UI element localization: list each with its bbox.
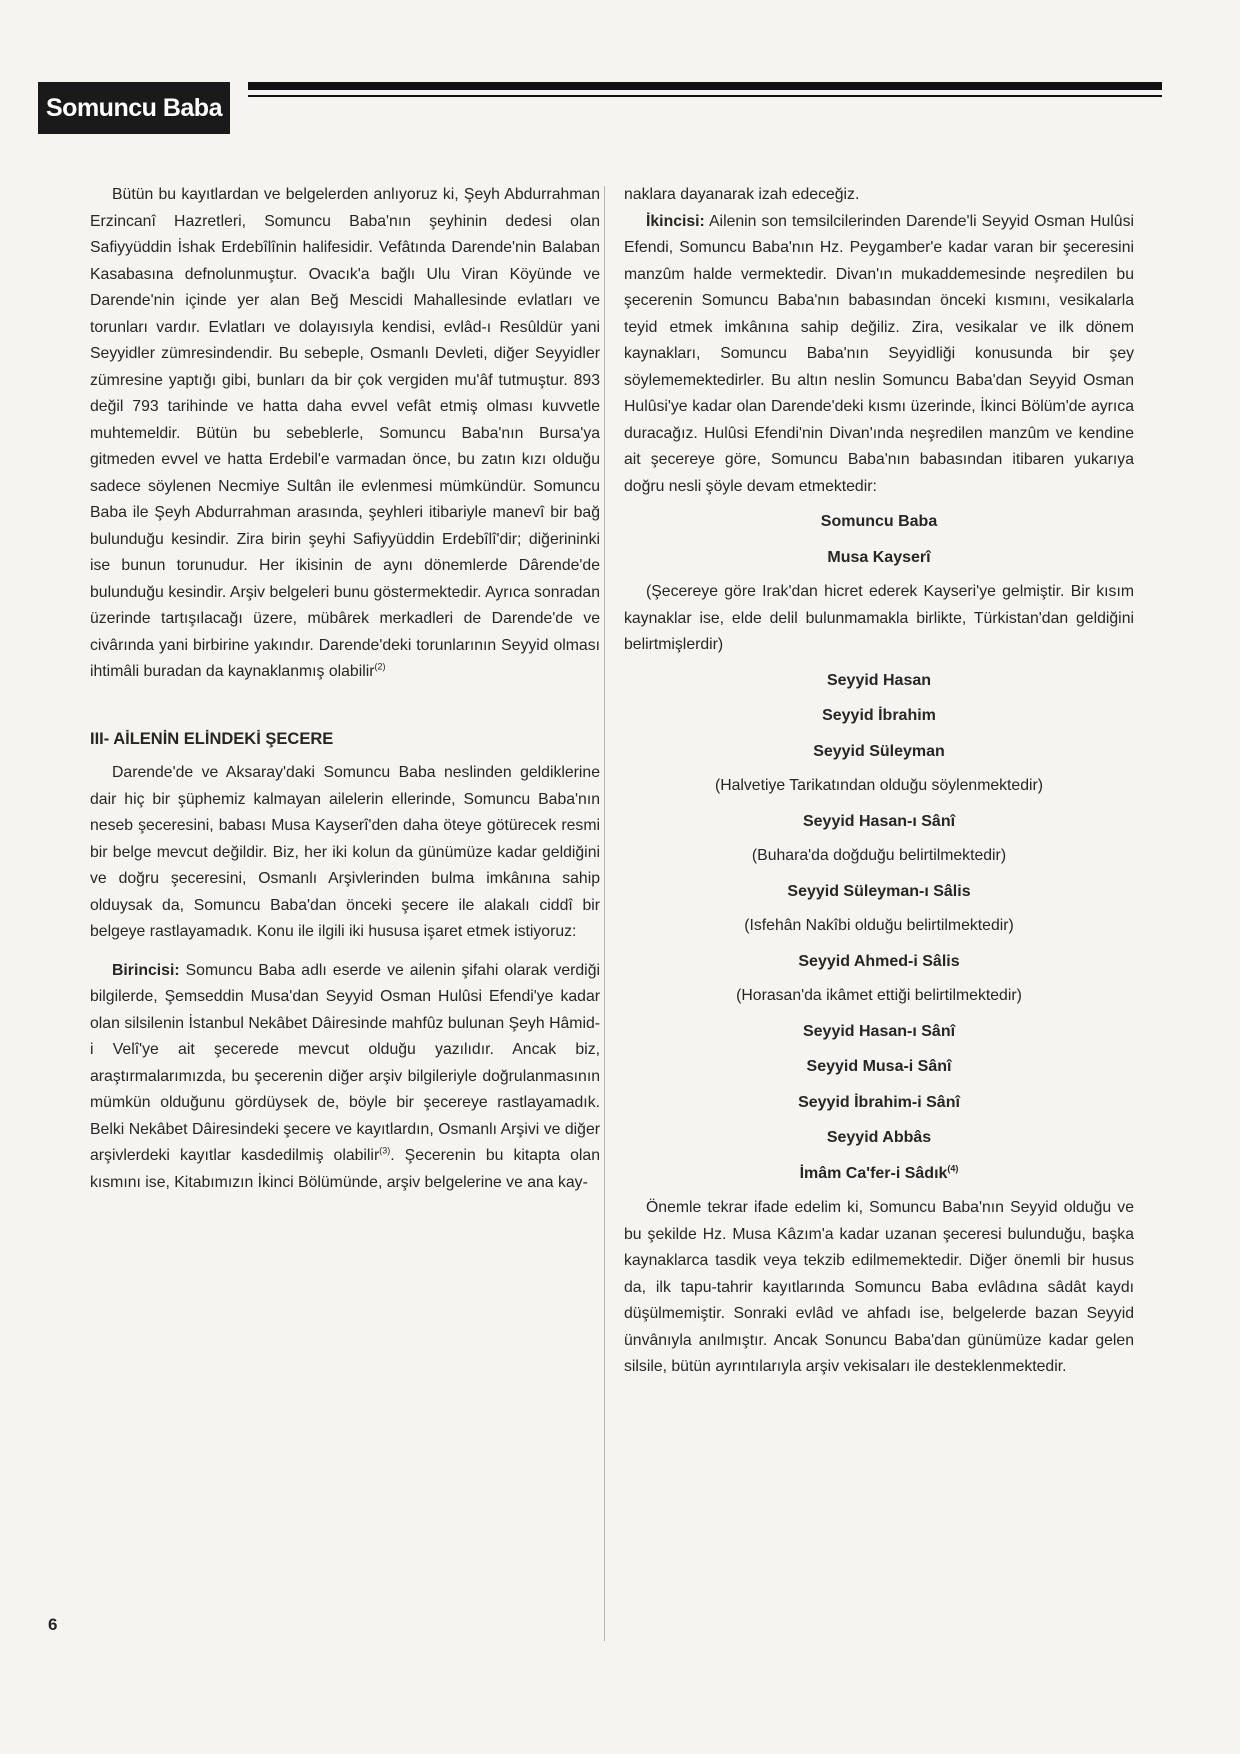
paragraph-1-text: Bütün bu kayıtlardan ve belgelerden anlıyoruz ki, Şeyh Abdurrahman Erzincanî Hazretleri, Somuncu Baba'nın şeyhinin dedesi olan Safiyyüddin İshak Erdebîlînin halifesidir. Vefâtında Darende'nin Balaban Kasabasına defnolunmuştur. Ovacık'a bağlı Ulu Viran Köyünde ve Darende'nin içinde yer alan Beğ Mescidi Mahallesinde evlatları ve torunları vardır. Evlatları ve dolayısıyla kendisi, evlâd-ı Resûldür yani Seyyidler zümresindendir. Bu sebeple, Osmanlı Devleti, diğer Seyyidler zümresine yaptığı gibi, bunları da bir çok vergiden mu'âf tutmuştur. 893 değil 793 tarihinde ve hatta daha evvel vefât etmiş olması kuvvetle muhtemeldir. Bütün bu sebeblerle, Somuncu Baba'nın Bursa'ya gitmeden evvel ve hatta Erdebil'e varmadan önce, bu zatın kızı olduğu sadece söylenen Necmiye Sultân ile evlenmesi mümkündür. Somuncu Baba ile Şeyh Abdurrahman arasında, şeyhleri itibariyle manevî bir bağ bulunduğu kesindir. Zira birin şeyhi Safiyyüddin Erdebîlî'dir; diğerininki ise bunun torunudur. Her ikisinin de aynı dönemlerde Dârende'de bulunduğu kesindir. Arşiv belgeleri bunu göstermektedir. Ayrıca sonradan üzerinde tartışılacağı üzere, mübârek merkadleri de Darende'de ve civârında yani birbirine yakındır. Darende'deki torunlarının Seyyid olması ihtimâli buradan da kaynaklanmış olabilir	[90, 186, 600, 680]
page-number: 6	[48, 1615, 58, 1634]
section-heading: III- AİLENİN ELİNDEKİ ŞECERE	[90, 729, 334, 748]
footnote-ref-3: (3)	[379, 1145, 391, 1156]
lineage-name: Seyyid İbrahim-i Sânî	[798, 1093, 960, 1111]
paragraph-3-text-b: . Şecerenin bu kitapta olan kısmını ise, Kitabımızın İkinci Bölümünde, arşiv belgelerine ve ana kay-	[90, 1147, 600, 1191]
lineage-name	[624, 1161, 1134, 1188]
lineage-note: (Buhara'da doğduğu belirtilmektedir)	[751, 847, 1007, 864]
footnote-ref-2: (2)	[374, 661, 386, 672]
lineage-chain	[624, 509, 1134, 1187]
footnote-ref-4: (4)	[947, 1163, 959, 1174]
paragraph-4	[624, 209, 1134, 501]
paragraph-continued: naklara dayanarak izah edeceğiz.	[624, 186, 860, 203]
left-column	[90, 182, 600, 1196]
column-divider	[604, 186, 605, 1641]
right-column	[624, 182, 1134, 1381]
lineage-note: (Halvetiye Tarikatından olduğu söylenmektedir)	[714, 777, 1044, 794]
header-rule-thin	[248, 95, 1162, 97]
paragraph-5: Önemle tekrar ifade edelim ki, Somuncu Baba'nın Seyyid olduğu ve bu şekilde Hz. Musa Kâzım'a kadar uzanan şeceresi bulunduğu, başka kaynaklarca tasdik veya tekzib edilmemektedir. Diğer önemli bir husus da, ilk tapu-tahrir kayıtlarında Somuncu Baba evlâdına sâdât kaydı düşülmemiştir. Sonraki evlâd ve ahfadı ise, belgelerde bazan Seyyid ünvânıyla anılmıştır. Ancak Sonuncu Baba'dan günümüze kadar gelen silsile, bütün ayrıntılarıyla arşiv vekisaları ile desteklenmektedir.	[624, 1199, 1134, 1375]
lineage-note: (Horasan'da ikâmet ettiği belirtilmektedir)	[736, 987, 1022, 1004]
lineage-name: Musa Kayserî	[827, 548, 931, 566]
lineage-name: Seyyid Musa-i Sânî	[806, 1058, 952, 1075]
lineage-name: Seyyid Süleyman-ı Sâlis	[787, 882, 971, 900]
paragraph-3-lead: Birincisi:	[112, 961, 180, 979]
lineage-name: Seyyid Abbâs	[826, 1129, 932, 1146]
lineage-name: Seyyid İbrahim	[822, 707, 936, 724]
lineage-name: Seyyid Ahmed-i Sâlis	[798, 952, 960, 970]
lineage-name-text: İmâm Ca'fer-i Sâdık	[799, 1164, 948, 1182]
lineage-note: (Isfehân Nakîbi olduğu belirtilmektedir)	[744, 917, 1014, 934]
page-header	[38, 82, 1162, 134]
paragraph-4-text: Ailenin son temsilcilerinden Darende'li Seyyid Osman Hulûsi Efendi, Somuncu Baba'nın Hz. Peygamber'e kadar varan bir şeceresini manzûm halde vermektedir. Divan'ın mukaddemesinde neşredilen bu şecerenin Somuncu Baba'nın babasından önceki kısmını, vesikalarla teyid etmek imkânına sahip değiliz. Zira, vesikalar ve ilk dönem kaynakları, Somuncu Baba'nın Seyyidliği konusunda bir şey söylememektedirler. Bu altın neslin Somuncu Baba'dan Seyyid Osman Hulûsi'ye kadar olan Darende'deki kısmı üzerinde, İkinci Bölüm'de ayrıca duracağız. Hulûsi Efendi'nin Divan'ında neşredilen manzûm ve kendine ait şecereye göre, Somuncu Baba'nın babasından itibaren yukarıya doğru nesli şöyle devam etmektedir:	[624, 212, 1134, 495]
paragraph-3	[90, 958, 600, 1197]
lineage-name: Seyyid Hasan-ı Sânî	[802, 1022, 956, 1040]
lineage-name: Somuncu Baba	[820, 513, 938, 530]
header-rule-thick	[248, 82, 1162, 90]
lineage-name: Seyyid Süleyman	[813, 742, 945, 760]
lineage-note: (Şecereye göre Irak'dan hicret ederek Kayseri'ye gelmiştir. Bir kısım kaynaklar ise, elde delil bulunmamakla birlikte, Türkistan'dan geldiğini belirtmişlerdir)	[624, 583, 1134, 653]
lineage-name: Seyyid Hasan-ı Sânî	[802, 812, 956, 830]
header-title: Somuncu Baba	[38, 82, 230, 134]
paragraph-2: Darende'de ve Aksaray'daki Somuncu Baba neslinden geldiklerine dair hiç bir şüphemiz kalmayan ailelerin ellerinde, Somuncu Baba'nın neseb şeceresini, babası Musa Kayserî'den daha öteye götürecek resmi bir belge mevcut değildir. Biz, her iki kolun da günümüze kadar geldiğini ve doğru şeceresini, Osmanlı Arşivlerinden bulma imkânına sahip olduysak da, Somuncu Baba'dan önceki şecere ile alakalı ciddî bir belgeye rastlayamadık. Konu ile ilgili iki hususa işaret etmek istiyoruz:	[90, 764, 600, 940]
paragraph-1	[90, 182, 600, 686]
paragraph-3-text-a: Somuncu Baba adlı eserde ve ailenin şifahi olarak verdiği bilgilerde, Şemseddin Musa'dan Seyyid Osman Hulûsi Efendi'ye kadar olan silsilenin İstanbul Nekâbet Dâiresinde mahfûz bulunan Şeyh Hâmid-i Velî'ye ait şecerede mevcut olduğu yazılıdır. Ancak biz, araştırmalarımızda, bu şecerenin diğer arşiv bilgileriyle doğrulanmasının mümkün olduğunu gördüysek de, böyle bir şecereye rastlayamadık. Belki Nekâbet Dâiresindeki şecere ve kayıtlardın, Osmanlı Arşivi ve diğer arşivlerdeki kayıtlar kasdedilmiş olabilir	[90, 961, 600, 1164]
lineage-name: Seyyid Hasan	[826, 671, 932, 689]
paragraph-4-lead: İkincisi:	[646, 212, 705, 230]
